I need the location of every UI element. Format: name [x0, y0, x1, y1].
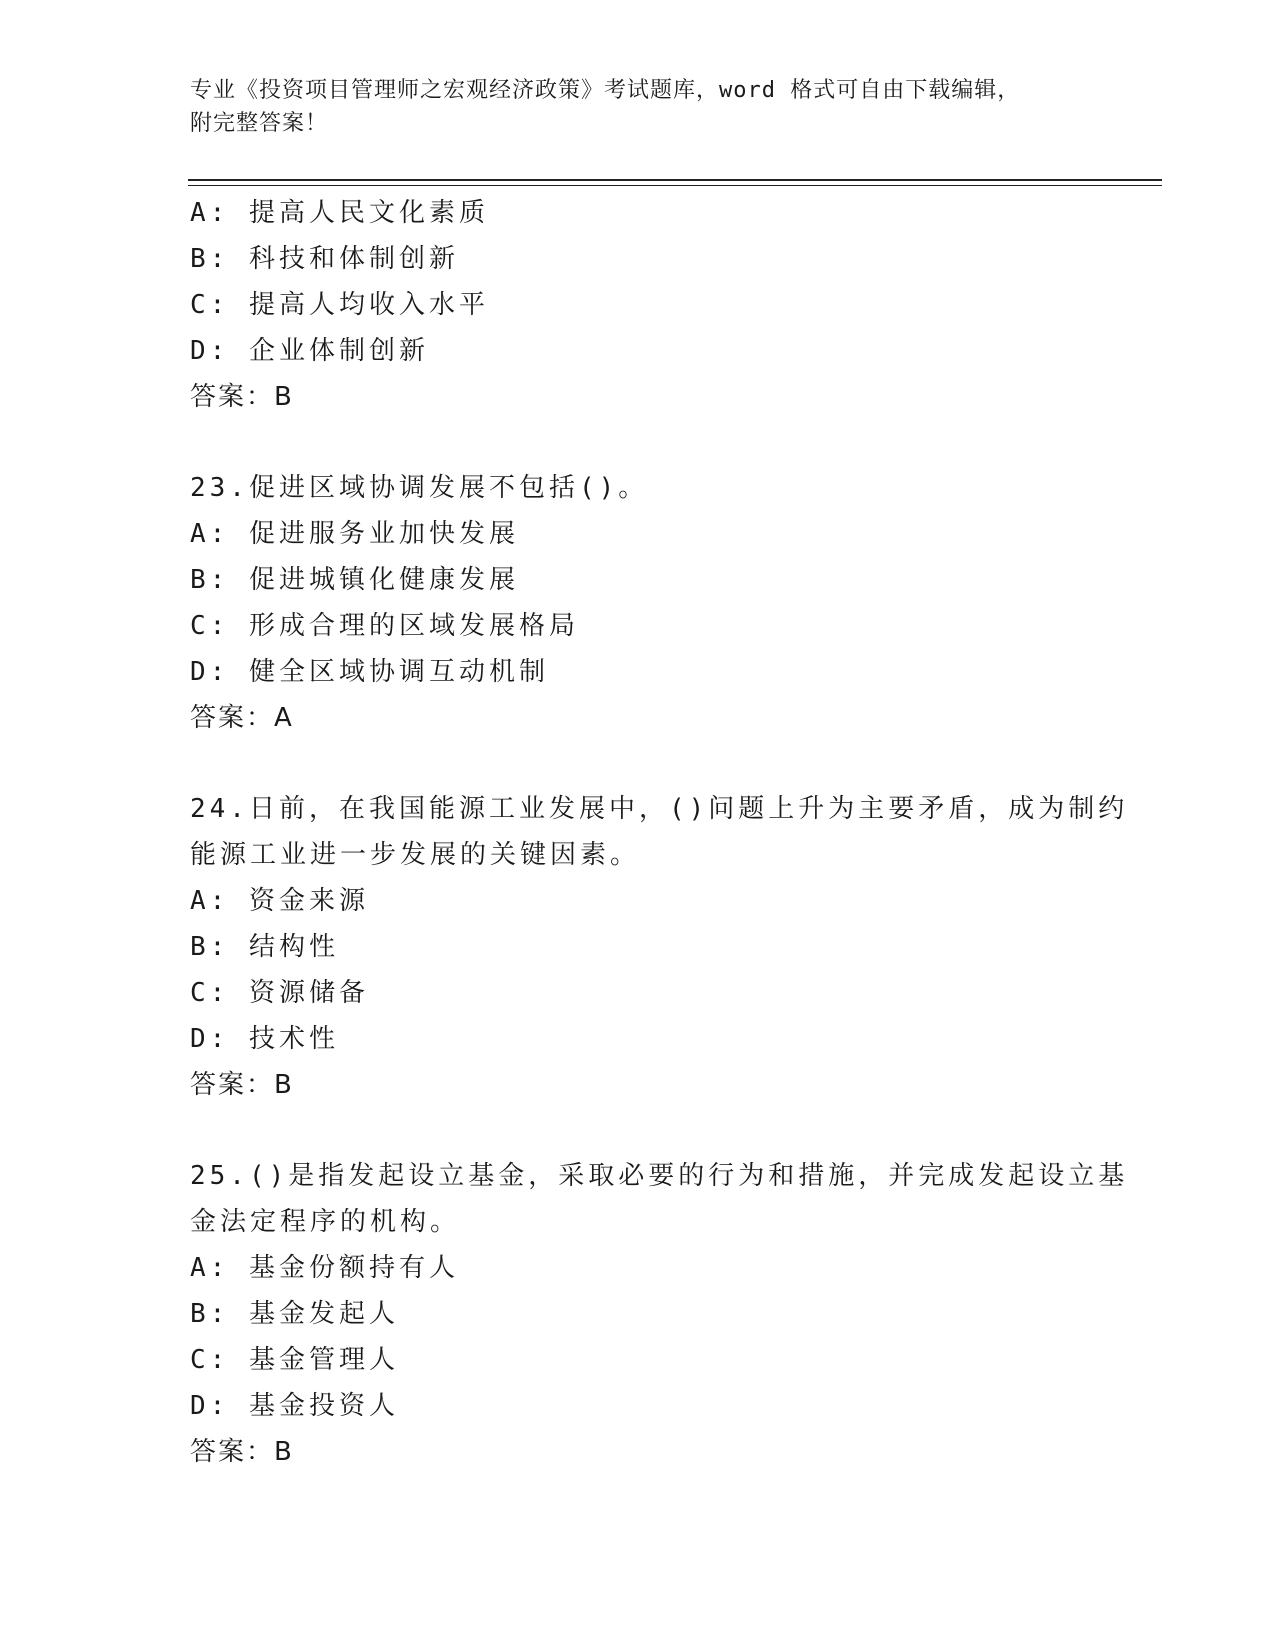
option-a: A: 资金来源 — [190, 886, 369, 916]
option-c: C: 提高人均收入水平 — [190, 290, 489, 320]
option-b: B: 结构性 — [190, 932, 339, 962]
question-block-25 — [190, 1153, 1129, 1475]
answer-label: 答案：B — [190, 1070, 294, 1100]
question-stem-line-2: 能源工业进一步发展的关键因素。 — [190, 840, 641, 870]
question-stem: 23.促进区域协调发展不包括()。 — [190, 473, 649, 503]
option-d: D: 基金投资人 — [190, 1391, 399, 1421]
question-stem-line-1: 25.()是指发起设立基金，采取必要的行为和措施，并完成发起设立基 — [190, 1161, 1129, 1191]
option-c: C: 形成合理的区域发展格局 — [190, 611, 579, 641]
option-d: D: 健全区域协调互动机制 — [190, 657, 549, 687]
option-c: C: 资源储备 — [190, 978, 369, 1008]
option-b: B: 科技和体制创新 — [190, 244, 459, 274]
option-b: B: 基金发起人 — [190, 1299, 399, 1329]
header-divider-thick — [188, 179, 1162, 181]
question-block-24 — [190, 786, 1129, 1108]
option-a: A: 促进服务业加快发展 — [190, 519, 519, 549]
option-c: C: 基金管理人 — [190, 1345, 399, 1375]
option-d: D: 技术性 — [190, 1024, 339, 1054]
option-a: A: 基金份额持有人 — [190, 1253, 459, 1283]
option-a: A: 提高人民文化素质 — [190, 198, 489, 228]
option-d: D: 企业体制创新 — [190, 336, 429, 366]
header-divider-thin — [188, 185, 1162, 186]
header-line-1: 专业《投资项目管理师之宏观经济政策》考试题库，word 格式可自由下载编辑， — [190, 78, 1021, 103]
answer-label: 答案：B — [190, 382, 294, 412]
option-b: B: 促进城镇化健康发展 — [190, 565, 519, 595]
answer-label: 答案：B — [190, 1437, 294, 1467]
question-stem-line-1: 24.日前，在我国能源工业发展中，()问题上升为主要矛盾，成为制约 — [190, 794, 1129, 824]
answer-label: 答案：A — [190, 703, 294, 733]
question-block-22 — [190, 190, 1090, 420]
document-header — [190, 74, 1090, 140]
question-stem-line-2: 金法定程序的机构。 — [190, 1207, 461, 1237]
question-block-23 — [190, 465, 1090, 741]
question-list — [190, 190, 1129, 1475]
header-line-2: 附完整答案！ — [190, 111, 329, 136]
